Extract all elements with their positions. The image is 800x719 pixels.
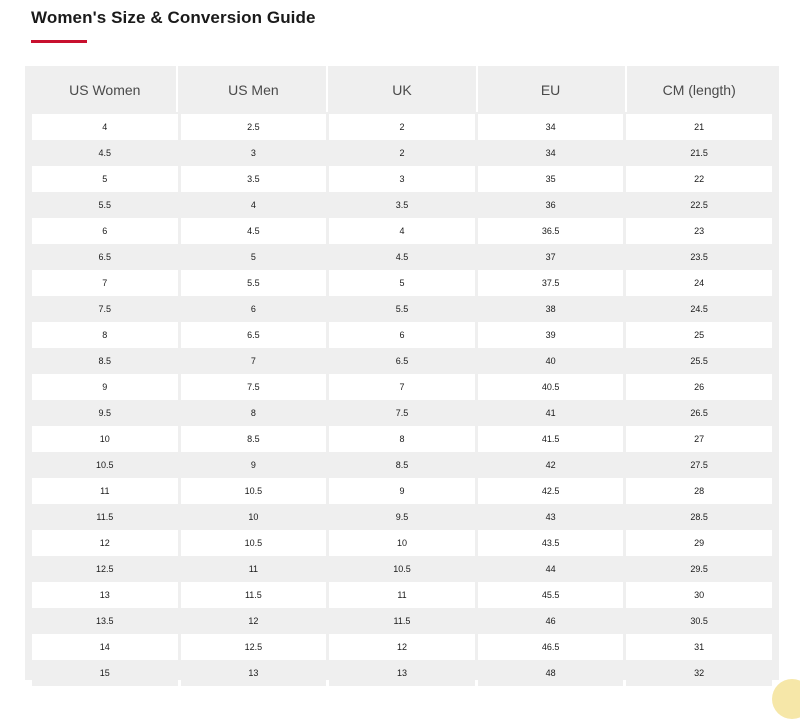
cell-cm-length: 28 [626,478,772,504]
table-row [32,400,772,426]
cell-cm-length: 25 [626,322,772,348]
cell-eu: 38 [478,296,624,322]
cell-us-women: 12 [32,530,178,556]
cell-cm-length: 29.5 [626,556,772,582]
table-row [32,556,772,582]
table-row [32,218,772,244]
header-uk: UK [329,66,475,114]
header-us-women: US Women [32,66,178,114]
size-conversion-table [29,66,775,686]
table-row [32,374,772,400]
title-accent-underline [31,40,87,43]
cell-cm-length: 22 [626,166,772,192]
cell-cm-length: 24.5 [626,296,772,322]
cell-eu: 40.5 [478,374,624,400]
cell-eu: 41 [478,400,624,426]
cell-cm-length: 22.5 [626,192,772,218]
header-divider [625,66,627,112]
cell-uk: 13 [329,660,475,686]
cell-eu: 48 [478,660,624,686]
cell-us-men: 5 [181,244,327,270]
table-row [32,582,772,608]
cell-uk: 4 [329,218,475,244]
cell-uk: 5.5 [329,296,475,322]
cell-eu: 46.5 [478,634,624,660]
cell-us-women: 5 [32,166,178,192]
table-row [32,608,772,634]
cell-us-men: 8.5 [181,426,327,452]
cell-eu: 40 [478,348,624,374]
cell-eu: 43 [478,504,624,530]
cell-uk: 2 [329,114,475,140]
cell-cm-length: 26 [626,374,772,400]
cell-cm-length: 28.5 [626,504,772,530]
cell-cm-length: 23 [626,218,772,244]
cell-uk: 7 [329,374,475,400]
table-row [32,244,772,270]
table-row [32,296,772,322]
cell-us-women: 7.5 [32,296,178,322]
cell-uk: 5 [329,270,475,296]
cell-uk: 11 [329,582,475,608]
cell-uk: 3.5 [329,192,475,218]
table-row [32,348,772,374]
cell-us-men: 3.5 [181,166,327,192]
table-row [32,270,772,296]
cell-us-men: 12 [181,608,327,634]
header-eu: EU [478,66,624,114]
cell-uk: 7.5 [329,400,475,426]
cell-us-women: 9.5 [32,400,178,426]
cell-us-men: 7.5 [181,374,327,400]
cell-eu: 42 [478,452,624,478]
table-body [32,114,772,686]
cell-us-women: 4 [32,114,178,140]
cell-cm-length: 29 [626,530,772,556]
cell-uk: 9.5 [329,504,475,530]
cell-us-women: 7 [32,270,178,296]
cell-us-women: 5.5 [32,192,178,218]
cell-us-men: 2.5 [181,114,327,140]
cell-us-men: 4.5 [181,218,327,244]
cell-eu: 41.5 [478,426,624,452]
cell-us-women: 8.5 [32,348,178,374]
cell-cm-length: 21 [626,114,772,140]
cell-us-women: 15 [32,660,178,686]
table-row [32,660,772,686]
cell-us-men: 11.5 [181,582,327,608]
header-divider [476,66,478,112]
table-row [32,634,772,660]
cell-cm-length: 24 [626,270,772,296]
header-divider [176,66,178,112]
table-row [32,452,772,478]
table-row [32,426,772,452]
cell-uk: 6 [329,322,475,348]
table-header-row [32,66,772,114]
cell-eu: 39 [478,322,624,348]
cell-us-women: 13 [32,582,178,608]
cell-us-women: 9 [32,374,178,400]
cell-uk: 10 [329,530,475,556]
cell-us-men: 10.5 [181,530,327,556]
cell-eu: 34 [478,140,624,166]
cell-cm-length: 21.5 [626,140,772,166]
table-row [32,166,772,192]
cell-us-women: 10.5 [32,452,178,478]
cell-us-women: 4.5 [32,140,178,166]
cell-cm-length: 27.5 [626,452,772,478]
table-row [32,504,772,530]
cell-cm-length: 30 [626,582,772,608]
cell-us-women: 13.5 [32,608,178,634]
cell-eu: 42.5 [478,478,624,504]
cell-uk: 12 [329,634,475,660]
cell-us-men: 10.5 [181,478,327,504]
table-row [32,322,772,348]
cell-us-men: 12.5 [181,634,327,660]
cell-uk: 4.5 [329,244,475,270]
table-row [32,140,772,166]
size-chart-container [25,66,779,680]
cell-eu: 36 [478,192,624,218]
cell-cm-length: 31 [626,634,772,660]
header-divider [326,66,328,112]
table-row [32,530,772,556]
cell-us-women: 14 [32,634,178,660]
cell-us-men: 6.5 [181,322,327,348]
cell-uk: 8.5 [329,452,475,478]
header-us-men: US Men [181,66,327,114]
cell-eu: 35 [478,166,624,192]
cell-us-men: 7 [181,348,327,374]
table-row [32,192,772,218]
cell-us-women: 6 [32,218,178,244]
chat-widget-edge[interactable] [772,679,800,719]
cell-cm-length: 27 [626,426,772,452]
cell-eu: 37 [478,244,624,270]
table-row [32,478,772,504]
cell-uk: 8 [329,426,475,452]
cell-us-women: 11 [32,478,178,504]
cell-us-men: 10 [181,504,327,530]
cell-eu: 43.5 [478,530,624,556]
cell-uk: 10.5 [329,556,475,582]
cell-uk: 9 [329,478,475,504]
cell-eu: 34 [478,114,624,140]
cell-uk: 6.5 [329,348,475,374]
cell-eu: 37.5 [478,270,624,296]
cell-us-men: 6 [181,296,327,322]
cell-cm-length: 30.5 [626,608,772,634]
cell-us-women: 8 [32,322,178,348]
cell-cm-length: 25.5 [626,348,772,374]
cell-uk: 11.5 [329,608,475,634]
cell-us-men: 5.5 [181,270,327,296]
cell-eu: 46 [478,608,624,634]
cell-uk: 3 [329,166,475,192]
cell-us-women: 11.5 [32,504,178,530]
table-row [32,114,772,140]
cell-us-men: 9 [181,452,327,478]
page-title: Women's Size & Conversion Guide [31,8,316,27]
header-cm-length: CM (length) [626,66,772,114]
cell-us-men: 13 [181,660,327,686]
cell-us-men: 11 [181,556,327,582]
cell-eu: 45.5 [478,582,624,608]
cell-uk: 2 [329,140,475,166]
cell-us-men: 3 [181,140,327,166]
cell-eu: 36.5 [478,218,624,244]
cell-us-men: 4 [181,192,327,218]
cell-us-women: 12.5 [32,556,178,582]
cell-us-women: 6.5 [32,244,178,270]
cell-cm-length: 26.5 [626,400,772,426]
cell-us-women: 10 [32,426,178,452]
cell-eu: 44 [478,556,624,582]
cell-us-men: 8 [181,400,327,426]
cell-cm-length: 23.5 [626,244,772,270]
cell-cm-length: 32 [626,660,772,686]
